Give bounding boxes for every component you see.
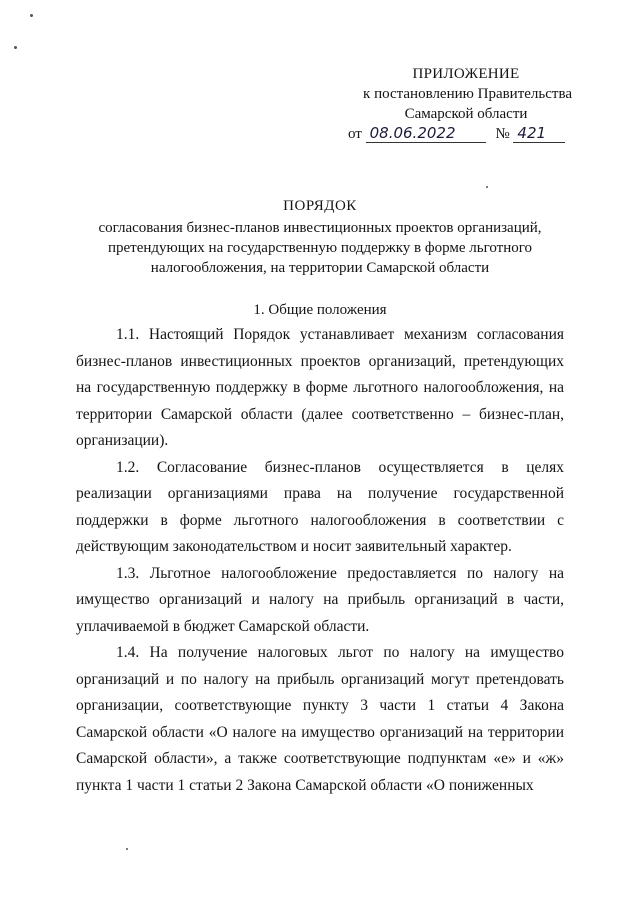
- appendix-line-1: к постановлению Правительства: [363, 86, 572, 102]
- date-prefix: от: [348, 126, 362, 142]
- paragraph: 1.2. Согласование бизнес-планов осуществляется в целях реализации организациями права на получение государственной поддержки в форме льготного налогообложения в соответствии с действующим законодательством и носит заявительный характер.: [76, 458, 564, 555]
- document-title-block: [70, 196, 570, 278]
- number-prefix: №: [495, 126, 510, 142]
- scan-speck: [14, 46, 17, 49]
- document-subtitle-line: согласования бизнес-планов инвестиционных проектов организаций,: [98, 220, 542, 236]
- paragraph: 1.1. Настоящий Порядок устанавливает механизм согласования бизнес-планов инвестиционных проектов организаций, претендующих на государственную поддержку в форме льготного налогообложения, на территории Самарской области (далее соответственно – бизнес-план, организации).: [76, 326, 564, 449]
- appendix-header: [348, 64, 572, 146]
- paragraph: 1.3. Льготное налогообложение предоставляется по налогу на имущество организаций и налогу на прибыль организаций в части, уплачиваемой в бюджет Самарской области.: [76, 564, 564, 635]
- document-subtitle-line: претендующих на государственную поддержку в форме льготного: [107, 240, 533, 256]
- scan-speck: [486, 186, 488, 188]
- section-heading: 1. Общие положения: [253, 302, 387, 318]
- document-body: [76, 322, 564, 799]
- appendix-line-2: Самарской области: [404, 106, 528, 122]
- appendix-title: ПРИЛОЖЕНИЕ: [412, 66, 520, 82]
- handwritten-date: 08.06.2022: [366, 124, 486, 143]
- handwritten-number: 421: [513, 124, 565, 143]
- document-title: ПОРЯДОК: [283, 198, 357, 214]
- document-subtitle-line: налогообложения, на территории Самарской области: [150, 260, 490, 276]
- scan-speck: [126, 848, 128, 850]
- paragraph: 1.4. На получение налоговых льгот по налогу на имущество организаций и по налогу на прибыль организаций могут претендовать организации, соответствующие пункту 3 части 1 статьи 4 Закона Самарской области «О налоге на имущество организаций на территории Самарской области», а также соответствующие подпунктам «е» и «ж» пункта 1 части 1 статьи 2 Закона Самарской области «О пониженных: [76, 644, 564, 794]
- scan-speck: [30, 14, 33, 17]
- appendix-date-row: [348, 124, 572, 146]
